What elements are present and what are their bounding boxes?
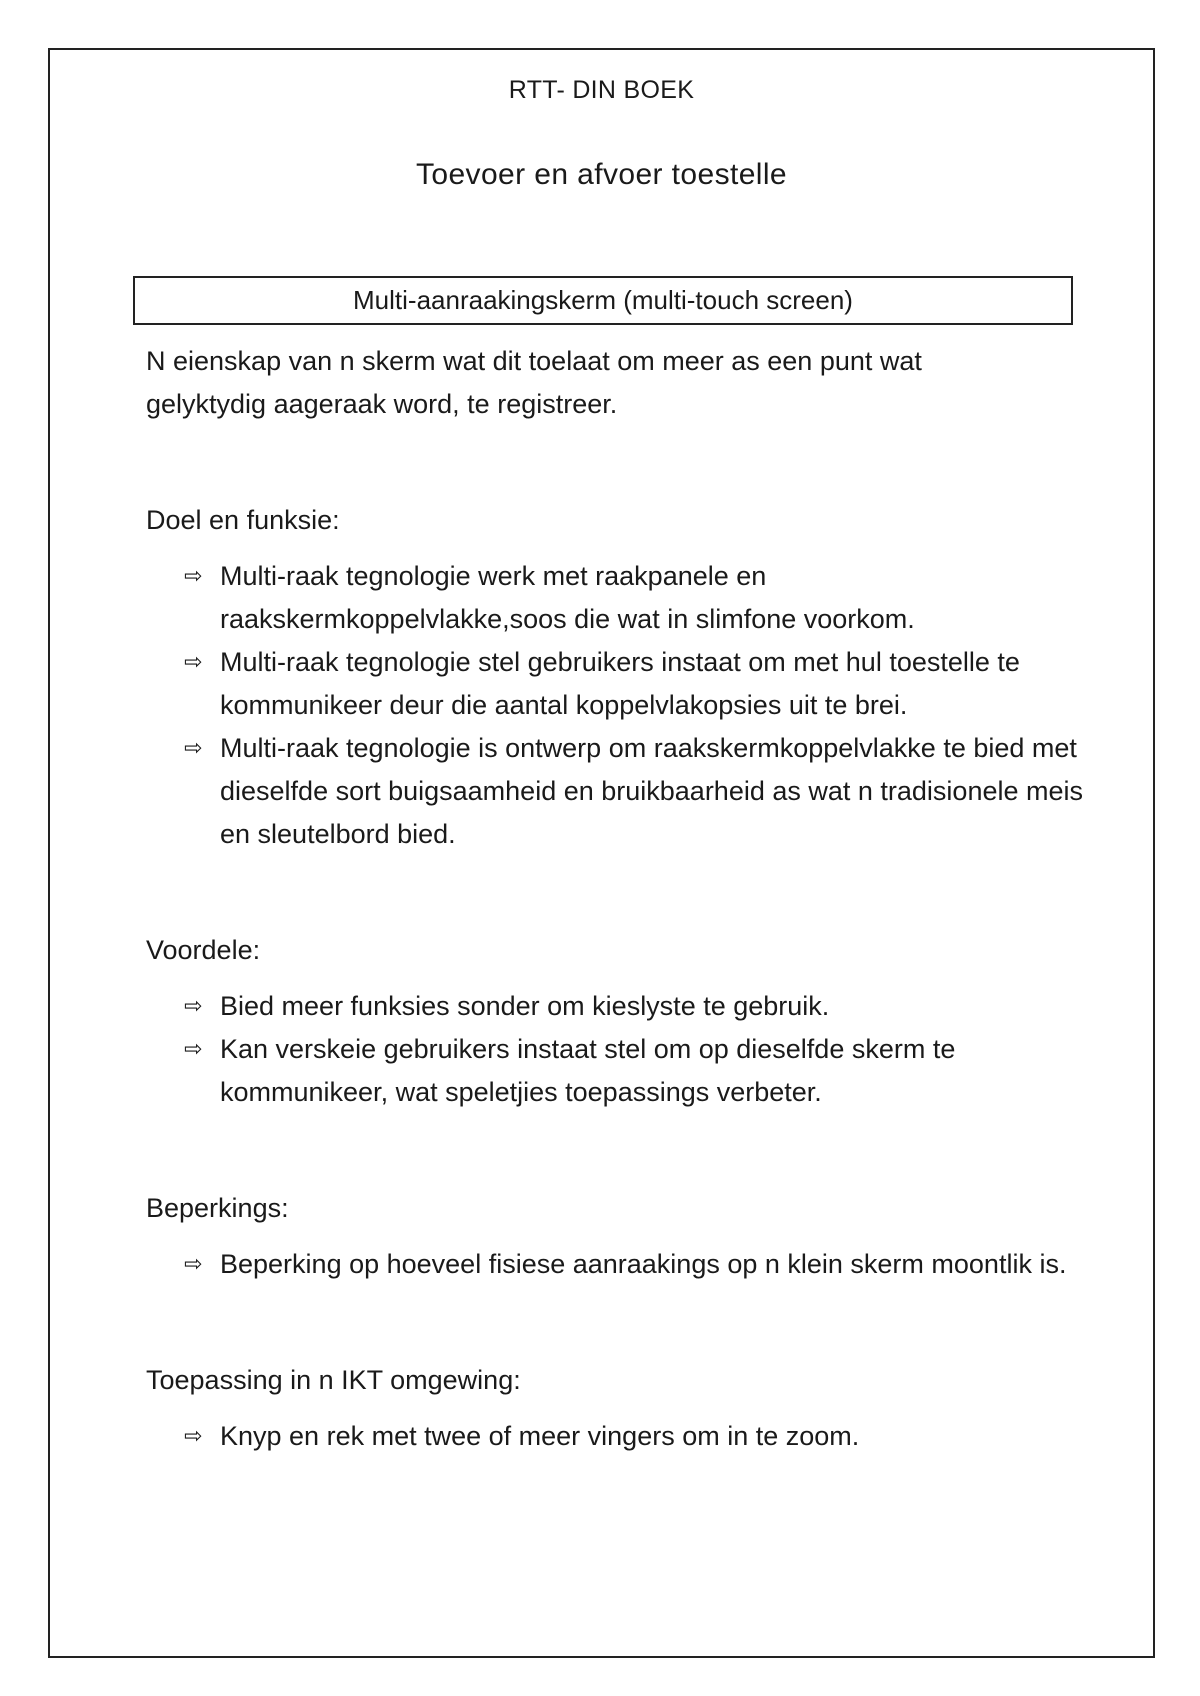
list-item-text: Multi-raak tegnologie werk met raakpanele en raakskermkoppelvlakke,soos die wat in slimfone voorkom. [220, 561, 915, 634]
section-heading: Toepassing in n IKT omgewing: [146, 1365, 521, 1395]
list-item-text: Knyp en rek met twee of meer vingers om in te zoom. [220, 1421, 860, 1451]
intro-paragraph: N eienskap van n skerm wat dit toelaat om meer as een punt wat gelyktydig aageraak word, te registreer. [146, 346, 922, 419]
section-heading: Doel en funksie: [146, 505, 340, 535]
document-header: RTT- DIN BOEK [508, 76, 695, 104]
white-right-arrow-icon: ⇨ [184, 1424, 203, 1449]
list-item [184, 1028, 1086, 1114]
section-heading: Voordele: [146, 935, 261, 965]
list-item [184, 641, 1086, 727]
bullet-list [146, 985, 1086, 1114]
section-toepassing [146, 1359, 1086, 1458]
list-item-text: Beperking op hoeveel fisiese aanraakings op n klein skerm moontlik is. [220, 1249, 1067, 1279]
list-item-text: Bied meer funksies sonder om kieslyste te gebruik. [220, 991, 830, 1021]
list-item-text: Multi-raak tegnologie is ontwerp om raakskermkoppelvlakke te bied met dieselfde sort buigsaamheid en bruikbaarheid as wat n tradisionele meis en sleutelbord bied. [220, 733, 1083, 849]
bullet-list [146, 555, 1086, 856]
white-right-arrow-icon: ⇨ [184, 1037, 203, 1062]
white-right-arrow-icon: ⇨ [184, 736, 203, 761]
list-item [184, 727, 1086, 856]
topic-box: Multi-aanraakingskerm (multi-touch screen) [133, 276, 1073, 325]
white-right-arrow-icon: ⇨ [184, 564, 203, 589]
list-item-text: Kan verskeie gebruikers instaat stel om op dieselfde skerm te kommunikeer, wat speletjies toepassings verbeter. [220, 1034, 956, 1107]
list-item [184, 1243, 1086, 1286]
list-item [184, 1415, 1086, 1458]
white-right-arrow-icon: ⇨ [184, 994, 203, 1019]
page-title: Toevoer en afvoer toestelle [415, 158, 788, 191]
section-beperkings [146, 1187, 1086, 1286]
section-voordele [146, 929, 1086, 1114]
list-item [184, 555, 1086, 641]
section-doel-en-funksie [146, 499, 1086, 856]
list-item-text: Multi-raak tegnologie stel gebruikers instaat om met hul toestelle te kommunikeer deur die aantal koppelvlakopsies uit te brei. [220, 647, 1020, 720]
list-item [184, 985, 1086, 1028]
document-body [146, 340, 1086, 1458]
white-right-arrow-icon: ⇨ [184, 1252, 203, 1277]
white-right-arrow-icon: ⇨ [184, 650, 203, 675]
bullet-list [146, 1415, 1086, 1458]
section-heading: Beperkings: [146, 1193, 289, 1223]
bullet-list [146, 1243, 1086, 1286]
